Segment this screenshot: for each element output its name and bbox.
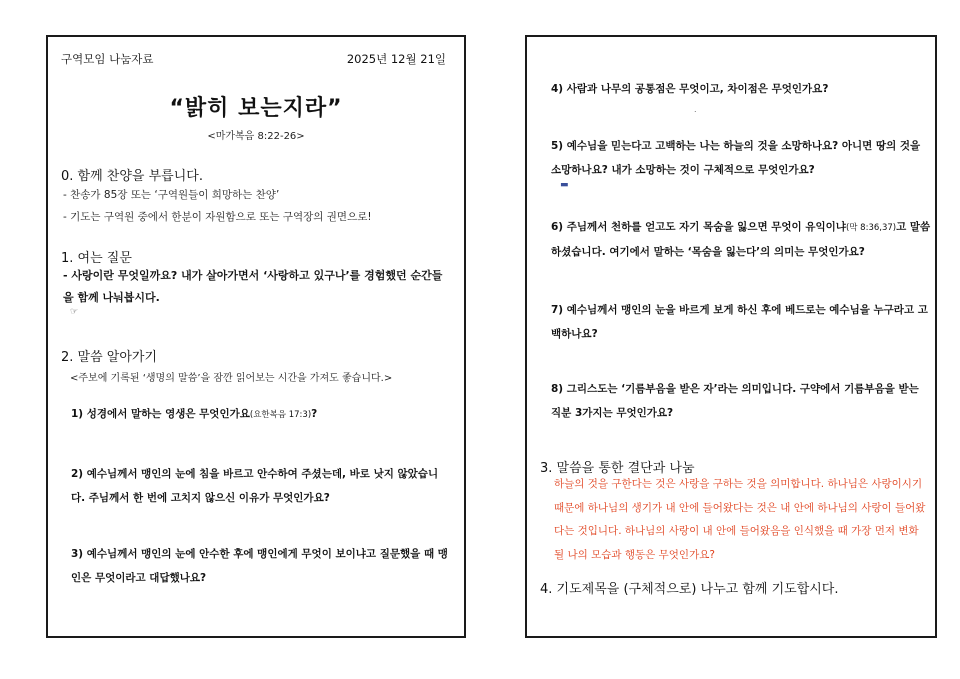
question-8: 8) 그리스도는 ‘기름부음을 받은 자’라는 의미입니다. 구약에서 기름부음을 받는 직분 3가지는 무엇인가요? (551, 383, 919, 419)
left-page (46, 35, 466, 638)
question-6-text: 6) 주님께서 천하를 얻고도 자기 목숨을 잃으면 무엇이 유익이냐 (551, 221, 846, 233)
right-page (525, 35, 937, 638)
section-1-heading: 1. 여는 질문 (61, 251, 132, 266)
section-2-heading: 2. 말씀 알아가기 (61, 350, 158, 365)
section-1-question: - 사랑이란 무엇일까요? 내가 살아가면서 ‘사랑하고 있구나’를 경험했던 순간들을 함께 나눠봅시다. (63, 269, 443, 304)
question-1-end: ? (311, 408, 318, 420)
header-label: 구역모임 나눔자료 (61, 52, 154, 66)
question-1-reference: (요한복음 17:3) (249, 410, 312, 420)
section-0-bullet-1: - 찬송가 85장 또는 ‘구역원들이 희망하는 찬양’ (63, 189, 280, 201)
question-7: 7) 예수님께서 맹인의 눈을 바르게 보게 하신 후에 베드로는 예수님을 누구라고 고백하나요? (551, 304, 928, 340)
speck-mark: . (694, 105, 697, 114)
question-6 (551, 215, 931, 264)
question-1 (71, 402, 317, 427)
question-6-reference: (막 8:36,37) (845, 223, 897, 233)
question-1-text: 1) 성경에서 말하는 영생은 무엇인가요 (71, 408, 250, 420)
question-3: 3) 예수님께서 맹인의 눈에 안수한 후에 맹인에게 무엇이 보이냐고 질문했을 때 맹인은 무엇이라고 대답했나요? (71, 548, 448, 584)
pointing-hand-icon: ☞ (70, 307, 79, 317)
section-0-heading: 0. 함께 찬양을 부릅니다. (61, 169, 203, 184)
question-5: 5) 예수님을 믿는다고 고백하는 나는 하늘의 것을 소망하나요? 아니면 땅의 것을 소망하나요? 내가 소망하는 것이 구체적으로 무엇인가요? (551, 140, 921, 176)
section-3-body: 하늘의 것을 구한다는 것은 사랑을 구하는 것을 의미합니다. 하나님은 사랑이시기 때문에 하나님의 생기가 내 안에 들어왔다는 것은 내 안에 하나님의 사랑이 들어왔다는 것입니다. 하나님의 사랑이 내 안에 들어왔음을 인식했을 때 가장 먼저 변화될 나의 모습과 행동은 무엇인가요? (554, 478, 926, 561)
section-0-bullet-2: - 기도는 구역원 중에서 한분이 자원함으로 또는 구역장의 권면으로! (63, 211, 372, 223)
question-4: 4) 사람과 나무의 공통점은 무엇이고, 차이점은 무엇인가요? (551, 83, 829, 95)
header-date: 2025년 12월 21일 (346, 52, 446, 66)
question-2: 2) 예수님께서 맹인의 눈에 침을 바르고 안수하여 주셨는데, 바로 낫지 않았습니다. 주님께서 한 번에 고치지 않으신 이유가 무엇인가요? (71, 468, 439, 504)
page-title: “밝히 보는지라” (169, 96, 343, 121)
question-6-text-cont: 고 말씀하셨습니다. 여기에서 말하는 ‘목숨을 잃는다’의 의미는 무엇인가요? (551, 221, 931, 258)
section-4-heading: 4. 기도제목을 (구체적으로) 나누고 함께 기도합시다. (540, 582, 839, 597)
scripture-reference: <마가복음 8:22-26> (207, 131, 305, 142)
section-2-note: <주보에 기록된 ‘생명의 말씀’을 잠깐 읽어보는 시간을 가져도 좋습니다.> (70, 373, 393, 384)
section-3-heading: 3. 말씀을 통한 결단과 나눔 (540, 461, 695, 476)
pen-mark: ▬ (560, 180, 569, 190)
